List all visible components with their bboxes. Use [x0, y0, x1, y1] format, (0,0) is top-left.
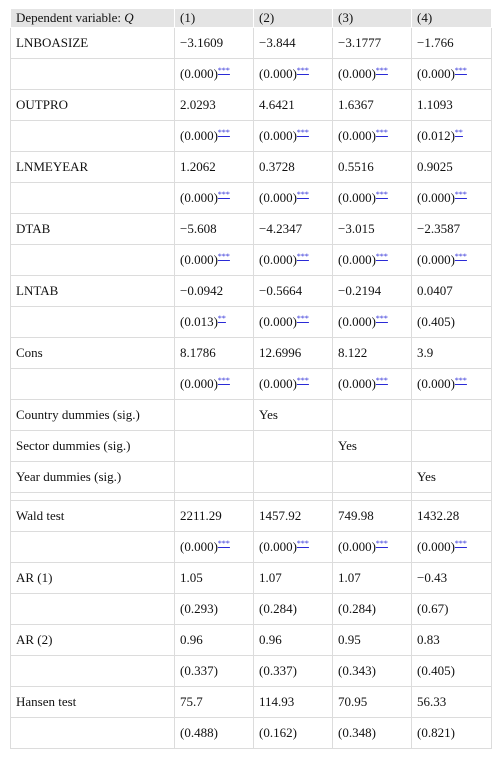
- table-cell: [333, 276, 412, 307]
- column-header-3: (3): [333, 9, 412, 28]
- table-row: [11, 59, 492, 90]
- table-cell: [333, 245, 412, 276]
- cell-value: 3.9: [417, 345, 434, 360]
- table-cell: [412, 121, 492, 152]
- table-header: [11, 9, 492, 28]
- table-cell: [412, 307, 492, 338]
- row-label: [11, 307, 175, 338]
- column-header-2: (2): [254, 9, 333, 28]
- cell-value: −3.844: [259, 35, 296, 50]
- cell-value: (0.000): [417, 252, 455, 267]
- table-cell: [254, 532, 333, 563]
- table-row: [11, 369, 492, 400]
- table-cell: [254, 462, 333, 493]
- cell-value: −3.015: [338, 221, 375, 236]
- table-row: [11, 90, 492, 121]
- row-label: OUTPRO: [11, 90, 175, 121]
- table-cell: [175, 532, 254, 563]
- spacer-cell: [11, 493, 175, 501]
- table-cell: [175, 400, 254, 431]
- cell-value: −0.0942: [180, 283, 224, 298]
- row-label: [11, 656, 175, 687]
- table-cell: [175, 431, 254, 462]
- row-label: [11, 718, 175, 749]
- table-row: [11, 214, 492, 245]
- table-cell: [412, 400, 492, 431]
- cell-value: 1.6367: [338, 97, 374, 112]
- table-cell: [412, 245, 492, 276]
- table-cell: [333, 152, 412, 183]
- cell-value: (0.000): [259, 252, 297, 267]
- table-cell: [254, 431, 333, 462]
- cell-value: (0.405): [417, 314, 455, 329]
- row-label: Cons: [11, 338, 175, 369]
- cell-value: (0.821): [417, 725, 455, 740]
- table-cell: [175, 718, 254, 749]
- row-label: Sector dummies (sig.): [11, 431, 175, 462]
- table-row: [11, 307, 492, 338]
- cell-value: (0.013): [180, 314, 218, 329]
- cell-value: −4.2347: [259, 221, 303, 236]
- cell-value: 1.1093: [417, 97, 453, 112]
- significance-link[interactable]: ***: [454, 66, 467, 75]
- table-row: [11, 183, 492, 214]
- row-label: LNBOASIZE: [11, 28, 175, 59]
- table-row: [11, 152, 492, 183]
- cell-value: Yes: [417, 469, 436, 484]
- table-cell: [175, 28, 254, 59]
- cell-value: (0.000): [417, 539, 455, 554]
- significance-link[interactable]: ***: [296, 190, 309, 199]
- cell-value: (0.67): [417, 601, 449, 616]
- cell-value: −1.766: [417, 35, 454, 50]
- cell-value: (0.000): [338, 252, 376, 267]
- cell-value: (0.000): [180, 128, 218, 143]
- table-cell: [254, 687, 333, 718]
- significance-link[interactable]: ***: [375, 314, 388, 323]
- significance-link[interactable]: ***: [296, 314, 309, 323]
- cell-value: 2211.29: [180, 508, 222, 523]
- cell-value: (0.012): [417, 128, 455, 143]
- table-cell: [333, 625, 412, 656]
- cell-value: −5.608: [180, 221, 217, 236]
- table-row: [11, 245, 492, 276]
- table-cell: [175, 214, 254, 245]
- table-cell: [412, 90, 492, 121]
- table-cell: [333, 532, 412, 563]
- cell-value: 0.9025: [417, 159, 453, 174]
- table-cell: [254, 563, 333, 594]
- table-cell: [333, 183, 412, 214]
- table-cell: [175, 594, 254, 625]
- table-cell: [254, 400, 333, 431]
- cell-value: 0.3728: [259, 159, 295, 174]
- table-cell: [333, 307, 412, 338]
- row-label: Country dummies (sig.): [11, 400, 175, 431]
- dependent-variable-symbol: Q: [124, 10, 134, 25]
- table-cell: [254, 121, 333, 152]
- cell-value: 4.6421: [259, 97, 295, 112]
- table-row: [11, 718, 492, 749]
- table-cell: [333, 718, 412, 749]
- cell-value: 1.05: [180, 570, 203, 585]
- table-cell: [412, 276, 492, 307]
- table-cell: [175, 59, 254, 90]
- cell-value: −0.5664: [259, 283, 303, 298]
- table-cell: [412, 431, 492, 462]
- table-cell: [254, 28, 333, 59]
- table-row: [11, 501, 492, 532]
- table-cell: [254, 369, 333, 400]
- header-row: [11, 9, 492, 28]
- significance-link[interactable]: **: [454, 128, 463, 137]
- cell-value: 0.96: [259, 632, 282, 647]
- table-cell: [412, 563, 492, 594]
- table-cell: [412, 214, 492, 245]
- significance-link[interactable]: ***: [375, 66, 388, 75]
- table-cell: [175, 369, 254, 400]
- table-cell: [254, 214, 333, 245]
- significance-link[interactable]: ***: [296, 539, 309, 548]
- cell-value: (0.000): [338, 66, 376, 81]
- table-cell: [175, 276, 254, 307]
- spacer-row: [11, 493, 492, 501]
- cell-value: 2.0293: [180, 97, 216, 112]
- significance-link[interactable]: ***: [375, 128, 388, 137]
- cell-value: Yes: [338, 438, 357, 453]
- table-cell: [333, 687, 412, 718]
- table-cell: [175, 501, 254, 532]
- cell-value: (0.000): [417, 190, 455, 205]
- cell-value: (0.405): [417, 663, 455, 678]
- cell-value: 1.07: [338, 570, 361, 585]
- cell-value: (0.000): [338, 539, 376, 554]
- row-label: [11, 369, 175, 400]
- table-cell: [175, 462, 254, 493]
- table-cell: [254, 338, 333, 369]
- table-row: [11, 431, 492, 462]
- table-cell: [254, 501, 333, 532]
- cell-value: (0.000): [259, 128, 297, 143]
- table-row: [11, 121, 492, 152]
- table-cell: [412, 625, 492, 656]
- table-cell: [333, 90, 412, 121]
- cell-value: Yes: [259, 407, 278, 422]
- cell-value: (0.293): [180, 601, 218, 616]
- cell-value: (0.000): [417, 66, 455, 81]
- cell-value: 12.6996: [259, 345, 302, 360]
- table-cell: [175, 338, 254, 369]
- cell-value: (0.000): [180, 376, 218, 391]
- table-row: [11, 532, 492, 563]
- cell-value: (0.000): [259, 66, 297, 81]
- significance-link[interactable]: ***: [217, 128, 230, 137]
- row-label: LNMEYEAR: [11, 152, 175, 183]
- cell-value: (0.284): [338, 601, 376, 616]
- spacer-cell: [175, 493, 254, 501]
- cell-value: −3.1777: [338, 35, 382, 50]
- column-header-1: (1): [175, 9, 254, 28]
- table-cell: [333, 59, 412, 90]
- cell-value: (0.343): [338, 663, 376, 678]
- significance-link[interactable]: ***: [296, 376, 309, 385]
- significance-link[interactable]: ***: [375, 539, 388, 548]
- spacer-cell: [254, 493, 333, 501]
- table-cell: [412, 59, 492, 90]
- cell-value: −0.2194: [338, 283, 382, 298]
- table-cell: [175, 687, 254, 718]
- row-label: [11, 183, 175, 214]
- cell-value: −2.3587: [417, 221, 461, 236]
- cell-value: −0.43: [417, 570, 448, 585]
- cell-value: (0.000): [259, 314, 297, 329]
- significance-link[interactable]: ***: [454, 190, 467, 199]
- table-cell: [254, 718, 333, 749]
- table-body: [11, 28, 492, 749]
- table-cell: [254, 152, 333, 183]
- significance-link[interactable]: ***: [454, 376, 467, 385]
- table-cell: [175, 152, 254, 183]
- table-row: [11, 625, 492, 656]
- cell-value: (0.000): [180, 190, 218, 205]
- table-row: [11, 276, 492, 307]
- table-cell: [175, 245, 254, 276]
- significance-link[interactable]: ***: [375, 190, 388, 199]
- table-row: [11, 656, 492, 687]
- row-label: [11, 121, 175, 152]
- significance-link[interactable]: ***: [217, 252, 230, 261]
- cell-value: (0.000): [338, 376, 376, 391]
- cell-value: (0.162): [259, 725, 297, 740]
- significance-link[interactable]: ***: [375, 252, 388, 261]
- table-cell: [333, 338, 412, 369]
- cell-value: 8.122: [338, 345, 368, 360]
- table-cell: [175, 307, 254, 338]
- cell-value: (0.000): [259, 539, 297, 554]
- table-cell: [254, 183, 333, 214]
- table-cell: [412, 369, 492, 400]
- table-cell: [175, 121, 254, 152]
- significance-link[interactable]: ***: [296, 66, 309, 75]
- table-cell: [254, 594, 333, 625]
- table-cell: [412, 183, 492, 214]
- significance-link[interactable]: ***: [296, 128, 309, 137]
- cell-value: (0.000): [259, 376, 297, 391]
- cell-value: −3.1609: [180, 35, 224, 50]
- cell-value: 0.96: [180, 632, 203, 647]
- cell-value: (0.337): [259, 663, 297, 678]
- table-cell: [412, 338, 492, 369]
- cell-value: (0.000): [259, 190, 297, 205]
- table-cell: [412, 501, 492, 532]
- table-cell: [175, 656, 254, 687]
- table-cell: [412, 152, 492, 183]
- row-label: AR (1): [11, 563, 175, 594]
- table-row: [11, 28, 492, 59]
- cell-value: 75.7: [180, 694, 203, 709]
- significance-link[interactable]: ***: [217, 190, 230, 199]
- spacer-cell: [333, 493, 412, 501]
- cell-value: 0.83: [417, 632, 440, 647]
- table-cell: [333, 28, 412, 59]
- table-row: [11, 594, 492, 625]
- significance-link[interactable]: ***: [454, 539, 467, 548]
- table-cell: [333, 214, 412, 245]
- table-cell: [254, 656, 333, 687]
- table-cell: [333, 563, 412, 594]
- row-label: [11, 59, 175, 90]
- cell-value: 0.5516: [338, 159, 374, 174]
- table-cell: [412, 656, 492, 687]
- row-label: Year dummies (sig.): [11, 462, 175, 493]
- cell-value: (0.348): [338, 725, 376, 740]
- cell-value: (0.488): [180, 725, 218, 740]
- row-label: [11, 594, 175, 625]
- cell-value: (0.000): [180, 252, 218, 267]
- table-cell: [333, 594, 412, 625]
- cell-value: (0.000): [180, 66, 218, 81]
- row-label: [11, 532, 175, 563]
- cell-value: 749.98: [338, 508, 374, 523]
- significance-link[interactable]: ***: [217, 66, 230, 75]
- cell-value: (0.000): [338, 128, 376, 143]
- cell-value: 1457.92: [259, 508, 302, 523]
- row-label: DTAB: [11, 214, 175, 245]
- table-cell: [333, 121, 412, 152]
- table-cell: [412, 532, 492, 563]
- significance-link[interactable]: **: [217, 314, 226, 323]
- table-cell: [412, 594, 492, 625]
- table-cell: [412, 462, 492, 493]
- cell-value: 70.95: [338, 694, 368, 709]
- table-cell: [333, 431, 412, 462]
- dependent-variable-label: Dependent variable:: [16, 10, 125, 25]
- table-cell: [254, 245, 333, 276]
- table-cell: [175, 183, 254, 214]
- regression-results-table: [10, 8, 492, 749]
- table-cell: [254, 59, 333, 90]
- table-cell: [175, 563, 254, 594]
- row-label: LNTAB: [11, 276, 175, 307]
- row-label: [11, 245, 175, 276]
- cell-value: 1.2062: [180, 159, 216, 174]
- cell-value: 8.1786: [180, 345, 216, 360]
- table-cell: [333, 501, 412, 532]
- cell-value: 56.33: [417, 694, 447, 709]
- spacer-cell: [412, 493, 492, 501]
- cell-value: (0.000): [338, 190, 376, 205]
- cell-value: (0.000): [338, 314, 376, 329]
- significance-link[interactable]: ***: [217, 539, 230, 548]
- cell-value: (0.000): [180, 539, 218, 554]
- cell-value: 114.93: [259, 694, 295, 709]
- cell-value: 1432.28: [417, 508, 460, 523]
- table-cell: [412, 28, 492, 59]
- cell-value: 0.0407: [417, 283, 453, 298]
- table-cell: [333, 369, 412, 400]
- significance-link[interactable]: ***: [217, 376, 230, 385]
- table-cell: [254, 307, 333, 338]
- table-row: [11, 687, 492, 718]
- table-row: [11, 462, 492, 493]
- cell-value: 0.95: [338, 632, 361, 647]
- cell-value: 1.07: [259, 570, 282, 585]
- table-cell: [333, 400, 412, 431]
- table-cell: [254, 625, 333, 656]
- table-row: [11, 563, 492, 594]
- cell-value: (0.284): [259, 601, 297, 616]
- table-cell: [175, 625, 254, 656]
- row-label: Hansen test: [11, 687, 175, 718]
- table-cell: [333, 656, 412, 687]
- row-label: AR (2): [11, 625, 175, 656]
- table-cell: [333, 462, 412, 493]
- table-cell: [254, 90, 333, 121]
- cell-value: (0.337): [180, 663, 218, 678]
- row-label: Wald test: [11, 501, 175, 532]
- dependent-variable-header: [11, 9, 175, 28]
- table-row: [11, 400, 492, 431]
- significance-link[interactable]: ***: [296, 252, 309, 261]
- column-header-4: (4): [412, 9, 492, 28]
- table-cell: [412, 687, 492, 718]
- table-row: [11, 338, 492, 369]
- table-cell: [175, 90, 254, 121]
- cell-value: (0.000): [417, 376, 455, 391]
- table-cell: [254, 276, 333, 307]
- significance-link[interactable]: ***: [454, 252, 467, 261]
- significance-link[interactable]: ***: [375, 376, 388, 385]
- table-cell: [412, 718, 492, 749]
